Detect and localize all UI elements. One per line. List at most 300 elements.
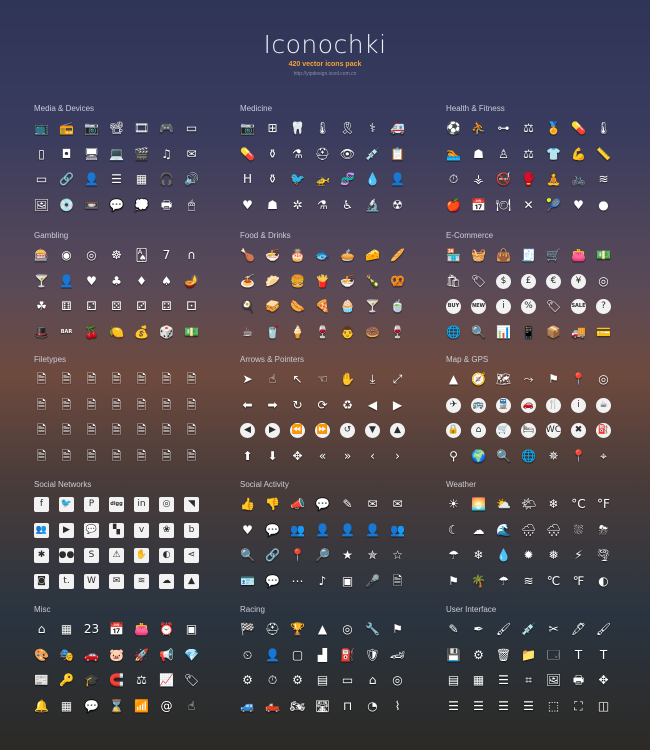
airplane-icon: ✈ xyxy=(446,398,461,413)
spade-suit-icon: ♠ xyxy=(161,273,172,288)
contact-icon: 👤 xyxy=(84,172,99,186)
flag-icon: ⚑ xyxy=(548,372,559,386)
navigation-icon: ▲ xyxy=(448,372,459,386)
paint-roller-icon: 🖌 xyxy=(596,622,611,636)
section-title: Arrows & Pointers xyxy=(240,355,305,364)
piston-icon: ▤ xyxy=(316,673,329,687)
syringe-icon: 💉 xyxy=(365,146,380,161)
pinterest-icon: P xyxy=(84,497,99,512)
rain-icon: 🌧 xyxy=(521,522,536,537)
slot-machine-icon: 🎰 xyxy=(34,248,49,262)
file-ai-icon: 🗎 xyxy=(186,423,197,437)
icon-grid xyxy=(240,622,405,714)
wave-icon: 🌊 xyxy=(496,522,511,537)
cash-icon: 💵 xyxy=(184,324,199,339)
steering-frame-icon: ▢ xyxy=(291,647,304,662)
scissors-icon: ✂ xyxy=(548,622,559,636)
cupcake-icon: 🧁 xyxy=(340,299,355,313)
recycle-icon: ♻ xyxy=(342,397,353,412)
cloud-rain-icon: ☂ xyxy=(448,548,459,562)
location-marker-icon: 📍 xyxy=(571,448,586,463)
map-icon: 🗺 xyxy=(496,372,511,386)
dice-one-icon: ⚀ xyxy=(186,299,197,313)
coffee-icon: ☕ xyxy=(242,324,253,339)
move-icon: ✥ xyxy=(292,448,303,463)
partly-cloudy-icon: ⛅ xyxy=(496,497,511,511)
bar-sign-icon: BAR xyxy=(60,328,73,335)
pound-icon: £ xyxy=(521,274,536,289)
clover-icon: ☘ xyxy=(36,299,47,313)
bottle-icon: 🍾 xyxy=(365,273,380,288)
icon-grid xyxy=(34,497,199,589)
engine-icon: ⚙ xyxy=(292,673,303,687)
dealer-icon: 👤 xyxy=(59,273,74,288)
poker-chip-icon: ◉ xyxy=(61,248,72,262)
circle-forward-icon: ⏩ xyxy=(315,423,330,438)
wc-icon: WC xyxy=(546,423,561,438)
credit-card-icon: 💳 xyxy=(596,324,611,339)
globe-icon: 🌐 xyxy=(446,324,461,339)
star-half-icon: ✯ xyxy=(367,548,378,562)
car-icon: 🚗 xyxy=(84,647,99,662)
dice-pair-icon: 🎲 xyxy=(159,324,174,339)
celsius-icon: °C xyxy=(571,497,586,511)
sale-badge-icon: SALE xyxy=(571,299,586,314)
grid-icon: ▦ xyxy=(472,673,485,687)
cocktail-icon: 🍸 xyxy=(34,273,49,288)
eye-icon: 👁 xyxy=(340,146,355,161)
instagram-icon: ◙ xyxy=(34,574,49,589)
arrow-left-icon: ⬅ xyxy=(242,397,253,412)
user-edit-icon: 👤 xyxy=(340,522,355,537)
euro-icon: € xyxy=(546,274,561,289)
stopwatch-icon: ⏱ xyxy=(448,172,459,186)
thunderstorm-icon: ⛈ xyxy=(598,522,609,537)
feed-icon: ≋ xyxy=(134,574,149,589)
wind-icon: ≋ xyxy=(523,573,534,588)
section-title: Gambling xyxy=(34,231,69,240)
pencil-icon: ✎ xyxy=(342,497,353,511)
section-arrows-pointers xyxy=(240,354,405,464)
linkedin-icon: in xyxy=(134,497,149,512)
snowflake-alt-icon: ❅ xyxy=(548,548,559,562)
ribbon-icon: 🎗 xyxy=(340,121,355,135)
fahrenheit-icon: °F xyxy=(597,497,610,511)
file-exe-icon: 🗎 xyxy=(86,448,97,463)
lightning-icon: ⚡ xyxy=(574,548,583,562)
icon-grid xyxy=(240,372,405,464)
page-title: Iconochki xyxy=(263,30,387,59)
users-icon: 👥 xyxy=(290,522,305,537)
section-title: Social Networks xyxy=(34,480,92,489)
yen-icon: ¥ xyxy=(571,274,586,289)
fried-egg-icon: 🍳 xyxy=(240,299,255,313)
cloud-snow-icon: ❄ xyxy=(473,548,484,562)
twitter-icon: 🐦 xyxy=(59,497,74,512)
section-social-activity xyxy=(240,479,405,589)
hi5-icon: ✋ xyxy=(134,548,149,563)
swimmer-icon: 🏊 xyxy=(446,146,461,161)
tooth-icon: 🦷 xyxy=(290,121,305,135)
dollar-icon: $ xyxy=(496,274,511,289)
image-icon: 🖼 xyxy=(34,197,49,212)
heart-care-icon: ♥ xyxy=(573,197,584,212)
tv-icon: 📺 xyxy=(34,121,49,135)
chef-hat-icon: 👨 xyxy=(340,324,355,339)
lungs-icon: ☗ xyxy=(267,197,278,212)
lock-icon: 🔒 xyxy=(446,423,461,438)
tornado-icon: 🌪 xyxy=(596,548,611,562)
cards-icon: 🂡 xyxy=(135,248,148,262)
double-chevron-left-icon: « xyxy=(318,448,327,463)
section-title: Medicine xyxy=(240,104,273,113)
section-food-drinks xyxy=(240,230,405,340)
star-outline-icon: ☆ xyxy=(392,548,403,562)
dribbble-icon: ◎ xyxy=(159,497,174,512)
forrst-icon: ▲ xyxy=(184,574,199,589)
dumpling-icon: 🥟 xyxy=(265,273,280,288)
bowl-icon: 🍜 xyxy=(265,248,280,262)
dice-four-icon: ⚃ xyxy=(161,299,172,313)
icon-grid xyxy=(34,372,199,464)
finish-line-icon: ⚑ xyxy=(392,622,403,636)
first-aid-kit-icon: ⊞ xyxy=(267,121,278,135)
section-e-commerce xyxy=(446,230,611,340)
photo-icon: ▣ xyxy=(341,573,354,588)
rocket-icon: 🚀 xyxy=(134,647,149,662)
info-icon: i xyxy=(496,299,511,314)
restaurant-icon: 🍴 xyxy=(546,398,561,413)
safe-icon: ▣ xyxy=(185,622,198,636)
hail-icon: ⛆ xyxy=(573,522,584,537)
envelope-open-icon: ✉ xyxy=(392,497,403,511)
info-point-icon: i xyxy=(571,398,586,413)
buggy-icon: 🚙 xyxy=(240,698,255,713)
compass-rose-icon: ✵ xyxy=(548,448,559,463)
ice-cream-icon: 🍦 xyxy=(290,324,305,339)
icon-grid xyxy=(446,622,611,714)
shield-icon: 🛡 xyxy=(365,647,380,662)
file-avi-icon: 🗎 xyxy=(86,423,97,437)
battery-icon: ▭ xyxy=(341,673,354,687)
section-medicine xyxy=(240,103,405,213)
file-tif-icon: 🗎 xyxy=(186,448,197,463)
martini-icon: 🍸 xyxy=(365,299,380,313)
monitor-icon: 🖥 xyxy=(84,146,99,161)
hand-click-icon: ☜ xyxy=(317,372,328,386)
tools-icon: ✖ xyxy=(571,423,586,438)
fuel-pump-icon: ⛽ xyxy=(340,647,355,662)
pill-bottle-icon: ⚱ xyxy=(267,146,278,161)
file-txt-icon: 🗎 xyxy=(86,397,97,412)
circle-left-icon: ◀ xyxy=(240,423,255,438)
roulette-icon: ☸ xyxy=(111,248,122,262)
pizza-icon: 🍕 xyxy=(315,299,330,313)
temp-f-icon: ℉ xyxy=(572,573,585,588)
icon-grid xyxy=(446,497,611,589)
train-icon: 🚆 xyxy=(496,398,511,413)
newspaper-icon: 📰 xyxy=(34,673,49,687)
mortar-icon: ⚗ xyxy=(292,146,303,161)
calculator-icon: ▦ xyxy=(135,172,148,186)
tag-icon: 🏷 xyxy=(546,299,561,313)
calendar-23-icon: 23 xyxy=(84,622,99,636)
bag-icon: 👜 xyxy=(496,248,511,262)
disc-icon: 💿 xyxy=(59,197,74,212)
search-icon: 🔍 xyxy=(240,548,255,562)
tape-measure-icon: 📏 xyxy=(596,146,611,161)
donut-icon: 🍩 xyxy=(365,324,380,339)
umbrella-icon: ☂ xyxy=(498,573,509,588)
headphones-icon: 🎧 xyxy=(159,172,174,186)
tire-icon: ◎ xyxy=(342,622,353,636)
microscope-icon: 🔬 xyxy=(365,197,380,212)
casino-chip-icon: ◎ xyxy=(86,248,97,262)
flask-icon: ⚗ xyxy=(317,197,328,212)
section-gambling xyxy=(34,230,199,340)
sun-cloud-icon: 🌤 xyxy=(521,497,536,511)
noodles-icon: 🍜 xyxy=(340,273,355,288)
globe-icon: 🌍 xyxy=(471,448,486,463)
question-icon: ? xyxy=(596,299,611,314)
megaphone-icon: 📢 xyxy=(159,647,174,662)
scales-icon: ⚖ xyxy=(136,673,147,687)
section-weather xyxy=(446,479,611,589)
cash-register-icon: 🧾 xyxy=(521,248,536,262)
traffic-cone-icon: ▲ xyxy=(317,622,328,636)
pencil-icon: ✎ xyxy=(448,622,459,636)
dumbbell-icon: ⊶ xyxy=(497,121,510,135)
blood-drop-icon: 💧 xyxy=(365,172,380,186)
diamond-suit-icon: ♦ xyxy=(136,273,147,288)
justify-icon: ☰ xyxy=(523,698,534,713)
spark-plug-icon: ⌇ xyxy=(394,698,401,713)
sandwich-icon: 🥪 xyxy=(265,299,280,313)
wifi-icon: 📶 xyxy=(134,698,149,713)
gauge-icon: ◔ xyxy=(367,698,378,713)
cheese-icon: 🧀 xyxy=(365,248,380,262)
triangle-right-icon: ▶ xyxy=(392,397,403,412)
id-card-icon: 🪪 xyxy=(240,573,255,588)
folder-icon: 📁 xyxy=(521,647,536,662)
driver-icon: 👤 xyxy=(265,647,280,662)
link-icon: 🔗 xyxy=(265,548,280,562)
alarm-clock-icon: ⏰ xyxy=(159,622,174,636)
car-icon: 🚗 xyxy=(521,398,536,413)
radiation-icon: ☢ xyxy=(392,197,403,212)
delicious-icon: ▚ xyxy=(109,523,124,538)
compass-icon: 🧭 xyxy=(471,372,486,386)
icon-grid xyxy=(446,248,611,340)
burger-icon: 🍔 xyxy=(290,273,305,288)
hand-open-icon: ✋ xyxy=(340,372,355,386)
snowflake-icon: ❄ xyxy=(548,497,559,511)
megaphone-icon: 📣 xyxy=(290,497,305,511)
trophy-icon: 🏆 xyxy=(290,622,305,636)
checkered-flag-icon: 🏁 xyxy=(240,622,255,636)
icon-grid xyxy=(34,248,199,340)
road-icon: 🛣 xyxy=(315,698,330,713)
cursor-icon: ➤ xyxy=(242,372,253,386)
section-title: Social Activity xyxy=(240,480,289,489)
file-pdf-icon: 🗎 xyxy=(111,372,122,386)
wallet-icon: 👛 xyxy=(134,622,149,636)
bird-icon: 🐦 xyxy=(290,172,305,186)
ambulance-icon: 🚑 xyxy=(390,121,405,135)
file-psd-icon: 🗎 xyxy=(161,423,172,437)
clapperboard-icon: 🎬 xyxy=(134,146,149,161)
yoga-icon: 🧘 xyxy=(546,172,561,186)
crossed-utensils-icon: ✕ xyxy=(523,197,534,212)
ruler-body-icon: ⚶ xyxy=(473,172,484,186)
diet-icon: 🍽 xyxy=(496,197,511,212)
bell-icon: 🔔 xyxy=(34,698,49,713)
wine-bottle-icon: 🍷 xyxy=(390,324,405,339)
cherries-icon: 🍒 xyxy=(84,324,99,339)
save-icon: 💾 xyxy=(446,647,461,662)
clipboard-icon: 📋 xyxy=(390,146,405,161)
camera-icon: 📷 xyxy=(240,121,255,135)
basket-icon: 🧺 xyxy=(471,248,486,262)
cloud-icon: ☁ xyxy=(159,574,174,589)
file-eps-icon: 🗎 xyxy=(36,448,47,463)
icon-grid xyxy=(446,372,611,464)
icon-grid xyxy=(240,121,405,213)
align-right-icon: ☰ xyxy=(498,698,509,713)
pasta-icon: 🍝 xyxy=(240,273,255,288)
tablet-icon: ▭ xyxy=(35,172,48,186)
align-center-icon: ☰ xyxy=(473,698,484,713)
helicopter-icon: 🚁 xyxy=(315,172,330,186)
palm-icon: 🌴 xyxy=(471,573,486,588)
window-icon: 🗔 xyxy=(546,647,560,662)
frame-icon: ⛶ xyxy=(574,698,583,713)
graduation-cap-icon: 🎓 xyxy=(84,673,99,687)
wrench-icon: 🔧 xyxy=(365,622,380,636)
money-bag-icon: 💰 xyxy=(134,324,149,339)
vimeo-icon: v xyxy=(134,523,149,538)
download-icon: ⤓ xyxy=(369,372,376,386)
target-icon: ◎ xyxy=(598,372,609,386)
film-frame-icon: 🎞 xyxy=(134,121,149,135)
circle-rewind-icon: ⏪ xyxy=(290,423,305,438)
microphone-icon: 🎤 xyxy=(365,573,380,588)
sun-flare-icon: ✹ xyxy=(523,548,534,562)
arrow-up-icon: ⬆ xyxy=(242,448,253,463)
tumblr-icon: t. xyxy=(59,574,74,589)
select-icon: ⬚ xyxy=(547,698,560,713)
dislike-icon: 👎 xyxy=(265,497,280,511)
speech-bubble-icon: 💬 xyxy=(315,497,330,511)
like-icon: 👍 xyxy=(240,497,255,511)
myspace-icon: 👥 xyxy=(34,523,49,538)
location-person-icon: 📍 xyxy=(571,372,586,386)
laptop-icon: 💻 xyxy=(109,146,124,161)
truck-icon: 🚚 xyxy=(571,324,586,339)
section-social-networks xyxy=(34,479,199,589)
section-title: Health & Fitness xyxy=(446,104,505,113)
gas-station-icon: ⛽ xyxy=(596,423,611,438)
text-frame-icon: T xyxy=(574,647,583,662)
scale-icon: ⚖ xyxy=(523,146,534,161)
page-url: http://yipdesign.icool.com.cn xyxy=(293,71,357,77)
fries-icon: 🍟 xyxy=(315,273,330,288)
drop-icon: 💧 xyxy=(496,548,511,562)
shopping-bag-icon: 🛍 xyxy=(446,273,461,288)
pen-icon: ✒ xyxy=(473,622,484,636)
star-icon: ★ xyxy=(342,548,353,562)
phone-icon: 📱 xyxy=(521,324,536,339)
section-title: User Interface xyxy=(446,605,497,614)
arrow-pointer-icon: ↖ xyxy=(292,372,303,386)
fish-icon: 🐟 xyxy=(315,248,330,262)
new-badge-icon: NEW xyxy=(471,299,486,314)
grid-list-icon: ▤ xyxy=(447,673,460,687)
printer-icon: 🖶 xyxy=(572,673,585,687)
bar-chart-icon: 📊 xyxy=(496,324,511,339)
shopping-icon: 🛒 xyxy=(496,423,511,438)
arrow-down-icon: ⬇ xyxy=(267,448,278,463)
wheelchair-icon: ♿ xyxy=(342,197,353,212)
file-zip-icon: 🗎 xyxy=(36,397,47,412)
cursor-hand-icon: ☝ xyxy=(187,698,196,713)
home-icon: ⌂ xyxy=(471,423,486,438)
section-user-interface xyxy=(446,604,611,714)
hotdog-icon: 🌭 xyxy=(290,299,305,313)
share-icon: ⋖ xyxy=(184,548,199,563)
icon-grid xyxy=(34,622,199,714)
atv-icon: 🛻 xyxy=(265,698,280,713)
heart-icon: ♥ xyxy=(242,522,253,537)
file-rar-icon: 🗎 xyxy=(61,397,72,412)
file-iso-icon: 🗎 xyxy=(136,448,147,463)
color-picker-icon: 🖋 xyxy=(571,622,586,636)
deviantart-icon: ⚠ xyxy=(109,548,124,563)
user-icon: 👤 xyxy=(315,522,330,537)
music-note-icon: ♫ xyxy=(161,146,172,161)
expand-icon: ⤢ xyxy=(392,372,403,386)
lemon-icon: 🍋 xyxy=(109,324,124,339)
dice-five-icon: ⚄ xyxy=(111,299,122,313)
thermometer-icon: 🌡 xyxy=(315,121,330,135)
stomach-icon: ☗ xyxy=(473,146,484,161)
tea-icon: 🍵 xyxy=(390,299,405,313)
section-racing xyxy=(240,604,405,714)
file-doc-icon: 🗎 xyxy=(36,372,47,386)
location-search-icon: 🔍 xyxy=(496,448,511,463)
image-icon: 🖼 xyxy=(546,673,561,687)
page-subtitle: 420 vector icons pack xyxy=(288,61,362,68)
pool-icon: ≋ xyxy=(598,172,609,186)
body-icon: ♙ xyxy=(498,146,509,161)
dice-three-icon: ⚂ xyxy=(136,299,147,313)
more-icon: ⋯ xyxy=(291,573,304,588)
file-html-icon: 🗎 xyxy=(111,397,122,412)
file-dll-icon: 🗎 xyxy=(111,448,122,463)
chips-icon: 🥨 xyxy=(390,273,405,288)
boxing-glove-icon: 🥊 xyxy=(521,172,536,186)
triangle-left-icon: ◀ xyxy=(367,397,378,412)
section-title: Weather xyxy=(446,480,477,489)
magnet-icon: 🧲 xyxy=(109,673,124,687)
pills-icon: 💊 xyxy=(240,146,255,161)
picasa-icon: ❀ xyxy=(159,523,174,538)
presentation-icon: 📈 xyxy=(159,673,174,687)
section-title: Filetypes xyxy=(34,355,67,364)
diamond-icon: 💎 xyxy=(184,647,199,662)
icon-grid xyxy=(240,248,405,340)
refresh-icon: ⟳ xyxy=(317,397,328,412)
